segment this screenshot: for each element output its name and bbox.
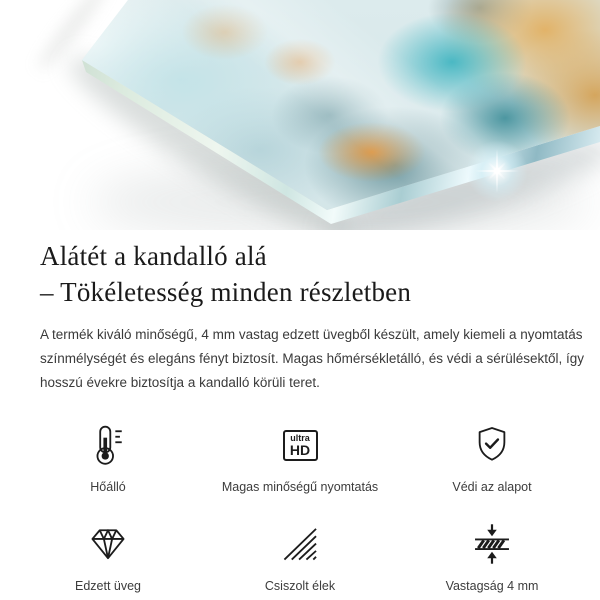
- thickness-icon: [470, 521, 514, 567]
- diamond-icon: [86, 521, 130, 567]
- page-title-line1: Alátét a kandalló alá: [40, 241, 267, 271]
- feature-label: Vastagság 4 mm: [445, 579, 539, 593]
- description-line1: A termék kiváló minőségű, 4 mm vastag edzett üvegből készült, amely kiemeli a nyomtatás: [40, 327, 583, 342]
- thermometer-icon: [86, 422, 130, 468]
- page-title: [40, 238, 560, 310]
- feature-heat-resistant: [12, 422, 204, 495]
- feature-grid: [12, 422, 588, 594]
- feature-label: Edzett üveg: [74, 579, 141, 593]
- feature-polished-edges: [204, 521, 396, 594]
- page-title-line2: – Tökéletesség minden részletben: [40, 277, 412, 307]
- feature-thickness: [396, 521, 588, 594]
- feature-label: Hőálló: [90, 480, 126, 494]
- sparkle-icon: [475, 149, 519, 193]
- feature-tempered-glass: [12, 521, 204, 594]
- feature-print-quality: [204, 422, 396, 495]
- feature-label: Magas minőségű nyomtatás: [221, 480, 379, 494]
- product-description-section: [0, 238, 600, 395]
- feature-label: Csiszolt élek: [264, 579, 336, 593]
- product-photo: [0, 0, 600, 230]
- shield-check-icon: [470, 422, 514, 468]
- description-line3: hosszú évekre biztosítja a kandalló körüli teret.: [40, 375, 320, 390]
- ultra-hd-icon: ultra HD: [283, 422, 318, 468]
- feature-protects-base: [396, 422, 588, 495]
- product-description: [40, 323, 585, 395]
- polished-edges-icon: [278, 521, 322, 567]
- description-line2: színmélységét és elegáns fényt biztosít. Magas hőmérsékletálló, és védi a sérülésektől, így: [40, 351, 585, 366]
- feature-label: Védi az alapot: [452, 480, 532, 494]
